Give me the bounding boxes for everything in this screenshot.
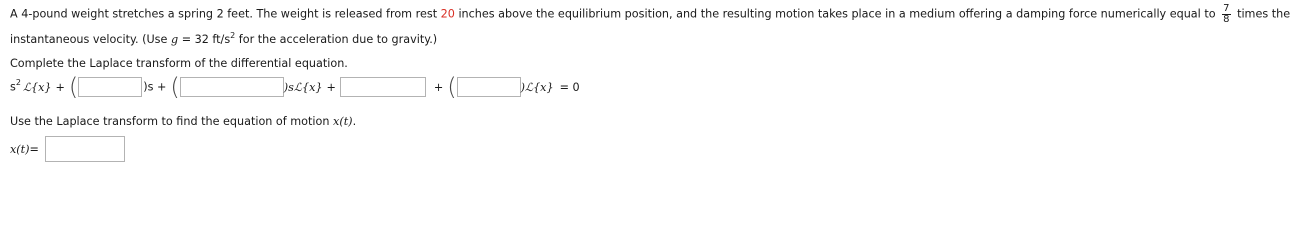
close-s-plus: )s +: [143, 80, 167, 94]
s-sup: 2: [15, 78, 21, 88]
highlighted-value: 20: [440, 7, 455, 21]
line2-superscript: 2: [230, 31, 236, 40]
instruction-equation-of-motion: [10, 115, 356, 128]
problem-text-part1: A 4-pound weight stretches a spring 2 feet. The weight is released from rest: [10, 7, 441, 21]
line2-text-b: = 32 ft/s: [178, 33, 231, 46]
fraction-denominator: 8: [1223, 14, 1230, 25]
problem-text-part3: times the: [1237, 7, 1290, 21]
answer-row: [10, 136, 125, 162]
equation-of-motion-input[interactable]: [45, 136, 125, 162]
answer-label: x(t): [10, 142, 30, 156]
instruction2-text: Use the Laplace transform to find the equation of motion: [10, 115, 334, 128]
equals-zero: = 0: [559, 80, 580, 94]
instruction2-period: .: [352, 115, 357, 128]
line2-text-c: for the acceleration due to gravity.): [235, 33, 438, 46]
coefficient-input-3[interactable]: [340, 77, 426, 97]
plus-sign-1: +: [55, 80, 65, 94]
open-paren-2: (: [170, 73, 180, 101]
coefficient-input-1[interactable]: [78, 77, 142, 97]
gravity-symbol: g: [170, 33, 179, 46]
damping-fraction: [1222, 4, 1230, 25]
line2-text-a: instantaneous velocity. (Use: [10, 33, 171, 46]
fraction-numerator: 7: [1223, 3, 1230, 14]
problem-text-part2: inches above the equilibrium position, and the resulting motion takes place in a medium offering a damping force numerically equal to: [454, 7, 1216, 21]
open-paren-1: (: [68, 73, 79, 101]
answer-equals: =: [29, 142, 39, 156]
plus-sign-2: +: [326, 80, 336, 94]
coefficient-input-4[interactable]: [457, 77, 521, 97]
open-paren-3: (: [447, 73, 457, 101]
problem-statement-line1: [10, 4, 1290, 25]
instruction2-variable: x(t): [333, 115, 353, 128]
plus-sign-3: +: [433, 80, 444, 94]
s-base: s: [10, 80, 16, 94]
s-laplace-x-term: )sℒ{x}: [283, 80, 323, 94]
laplace-x-final: )ℒ{x}: [520, 80, 554, 94]
laplace-equation: [10, 73, 580, 101]
instruction-laplace: Complete the Laplace transform of the differential equation.: [10, 57, 348, 70]
s-plus-term: [143, 80, 166, 94]
problem-statement-line2: [10, 33, 437, 46]
laplace-x-term: ℒ{x}: [22, 80, 52, 94]
s-squared: [10, 80, 21, 94]
coefficient-input-2[interactable]: [180, 77, 284, 97]
